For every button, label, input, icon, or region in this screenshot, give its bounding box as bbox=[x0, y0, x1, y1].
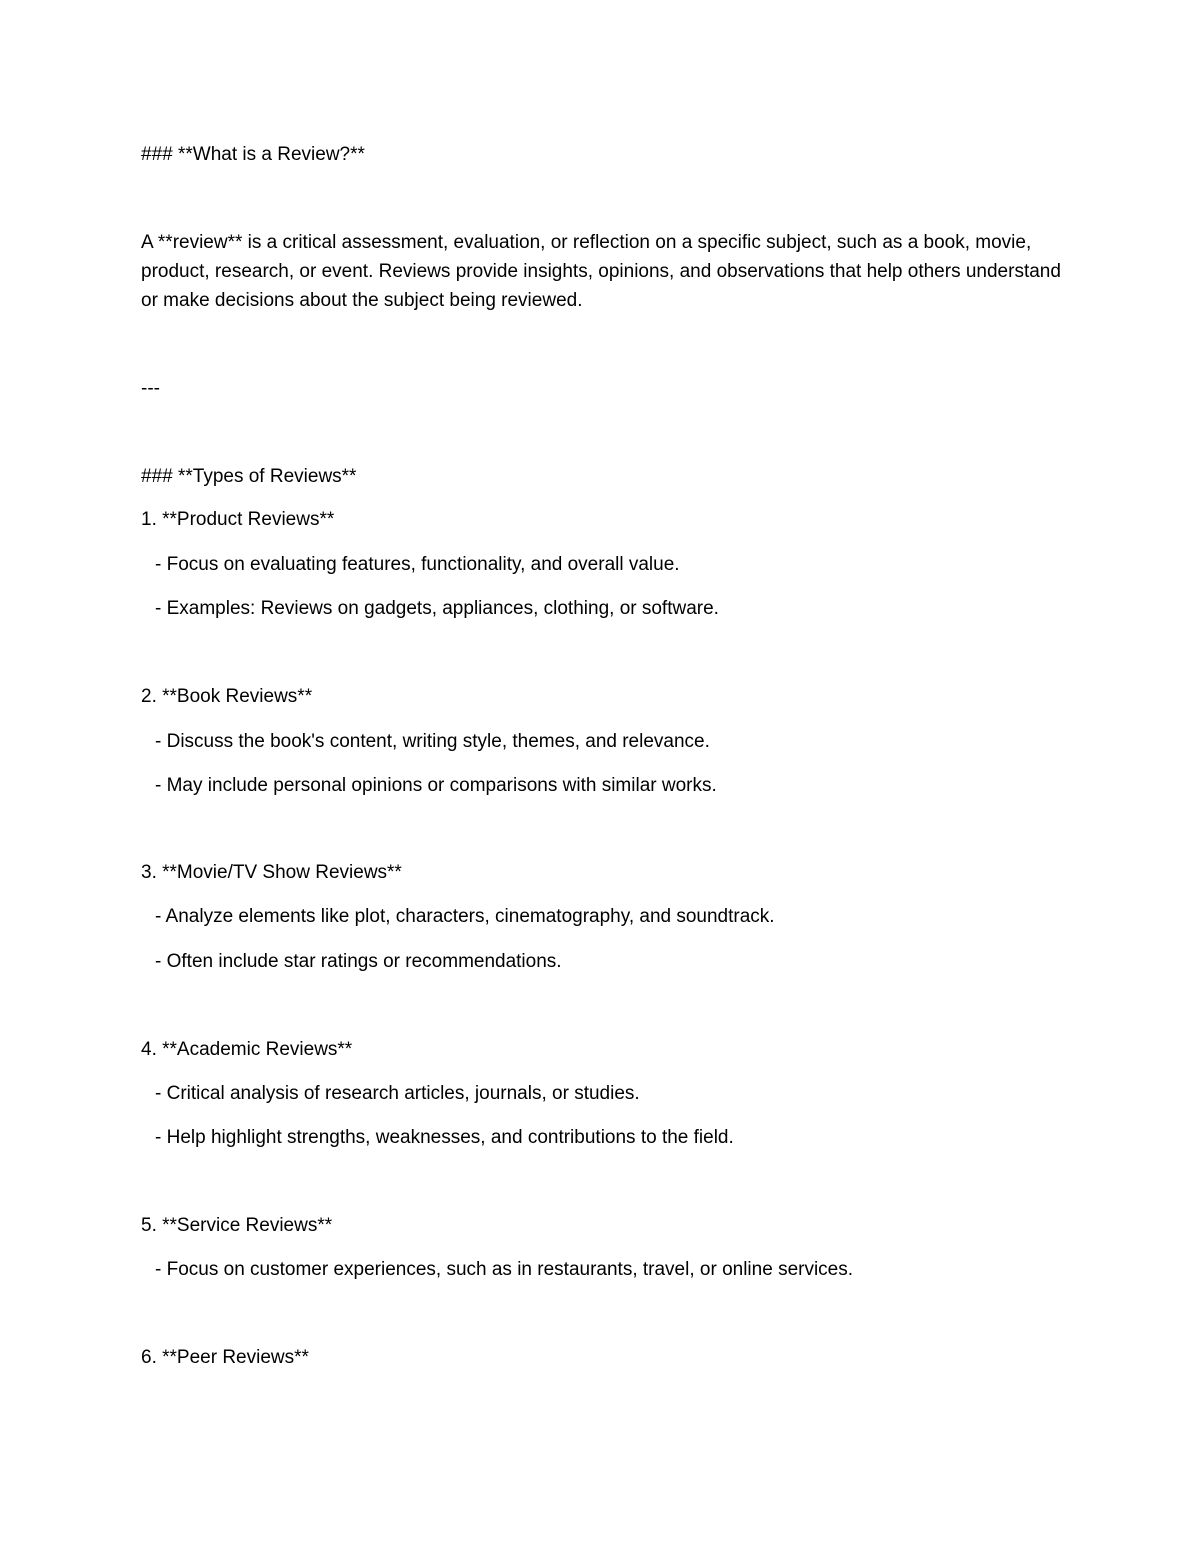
list-item-point: - Help highlight strengths, weaknesses, and contributions to the field. bbox=[155, 1127, 734, 1148]
list-item-title: 2. **Book Reviews** bbox=[141, 686, 313, 707]
list-item-point: - Focus on evaluating features, functionality, and overall value. bbox=[155, 554, 680, 575]
list-item-point: - Focus on customer experiences, such as in restaurants, travel, or online services. bbox=[155, 1259, 854, 1280]
separator: --- bbox=[141, 378, 160, 399]
list-item-title: 5. **Service Reviews** bbox=[141, 1215, 333, 1236]
list-item-point: - Critical analysis of research articles, journals, or studies. bbox=[155, 1083, 640, 1104]
heading-what-is-a-review: ### **What is a Review?** bbox=[141, 144, 365, 165]
list-item-point: - Often include star ratings or recommendations. bbox=[155, 951, 562, 972]
list-item-point: - Examples: Reviews on gadgets, appliances, clothing, or software. bbox=[155, 598, 719, 619]
intro-paragraph: A **review** is a critical assessment, evaluation, or reflection on a specific subject, such as a book, movie, product, research, or event. Reviews provide insights, opinions, and observations that help others understand or make decisions about the subject being reviewed. bbox=[141, 232, 1061, 311]
list-item-title: 3. **Movie/TV Show Reviews** bbox=[141, 862, 402, 883]
list-item-point: - Analyze elements like plot, characters, cinematography, and soundtrack. bbox=[155, 906, 775, 927]
list-item-title: 4. **Academic Reviews** bbox=[141, 1039, 353, 1060]
list-item-title: 1. **Product Reviews** bbox=[141, 509, 335, 530]
list-item-point: - May include personal opinions or comparisons with similar works. bbox=[155, 775, 717, 796]
heading-types-of-reviews: ### **Types of Reviews** bbox=[141, 466, 357, 487]
list-item-point: - Discuss the book's content, writing style, themes, and relevance. bbox=[155, 731, 710, 752]
list-item-title: 6. **Peer Reviews** bbox=[141, 1347, 309, 1368]
